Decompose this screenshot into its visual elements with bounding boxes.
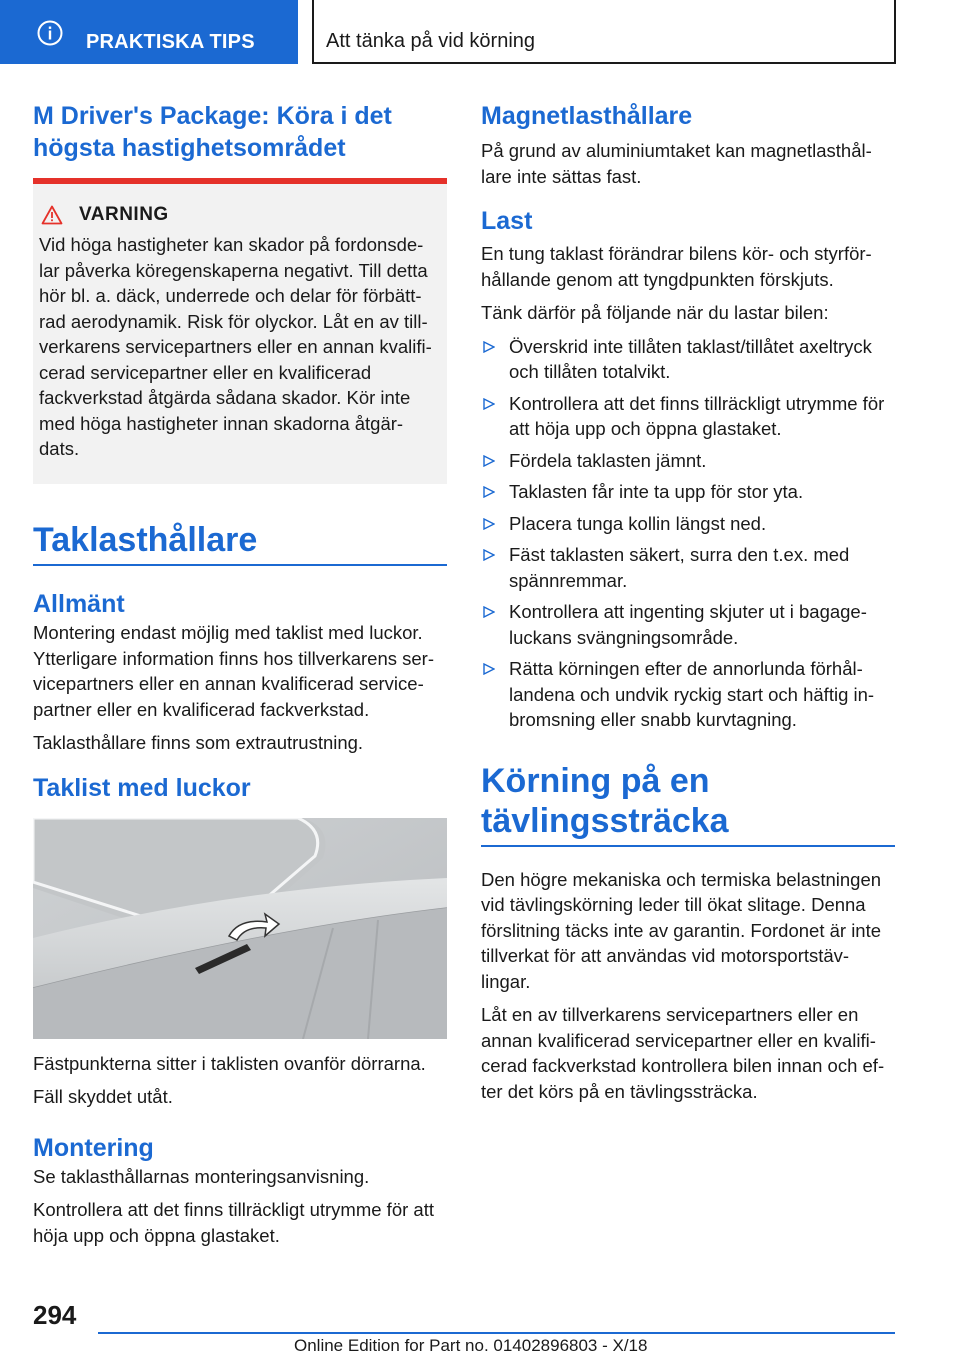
mounting-paragraph-1: Se taklasthållarnas monteringsanvisning. [33,1165,370,1187]
bullet-triangle-icon [483,549,495,561]
warning-text: Vid höga hastigheter kan skador på fordonsde-lar påverka köregenskaperna negativt. Till detta hör bl. a. däck, underrede och delar för förbätt-rad aerodynamik. Risk för olyckor. Låt en av till-verkarens servicepartners eller en annan kvalifi-cerad servicepartner eller en kvalificerad fackverkstad åtgärda sådana skador. Kör inte med höga hastigheter innan skadorna åtgär-dats. [39,234,432,459]
list-item [481,391,895,442]
m-package-heading [33,100,447,164]
general-paragraph-1: Montering endast möjlig med taklist med luckor. Ytterligare information finns hos tillverkarens ser-vicepartners eller en annan kvalificerad service-partner eller en kvalificerad fackverkstad. [33,622,434,720]
load-bullet-list [481,334,895,733]
list-item-text: Placera tunga kollin längst ned. [509,512,767,534]
list-item-text: Överskrid inte tillåten taklast/tillåtet axeltryck och tillåten totalvikt. [509,335,872,382]
magnet-paragraph: På grund av aluminiumtaket kan magnetlasthål-lare inte sättas fast. [481,140,872,187]
bullet-triangle-icon [483,398,495,410]
list-item [481,479,895,505]
trim-paragraph-2: Fäll skyddet utåt. [33,1086,173,1107]
edition-footer: Online Edition for Part no. 01402896803 - X/18 [294,1336,648,1355]
magnet-heading: Magnetlasthållare [481,102,693,130]
bullet-triangle-icon [483,341,495,353]
chapter-title: Att tänka på vid körning [326,30,536,52]
load-paragraph-2: Tänk därför på följande när du lastar bilen: [481,302,829,323]
roof-trim-photo [33,818,447,1039]
bullet-triangle-icon [483,455,495,467]
list-item [481,599,895,650]
list-item [481,656,895,733]
race-track-heading-line2: tävlingssträcka [481,801,729,840]
list-item [481,542,895,593]
roof-trim-heading: Taklist med luckor [33,773,251,802]
race-track-heading [481,761,895,847]
mounting-paragraph-2: Kontrollera att det finns tillräckligt utrymme för att höja upp och öppna glastaket. [33,1199,434,1246]
load-heading: Last [481,207,533,235]
m-package-heading-line1: M Driver's Package: Köra i det [33,102,392,130]
general-heading: Allmänt [33,590,125,618]
right-column [481,100,895,1112]
warning-triangle-icon [41,205,63,225]
race-track-paragraph-2: Låt en av tillverkarens servicepartners eller en annan kvalificerad servicepartner eller en kvalifi-cerad fackverkstad kontrollera bilen innan och ef-ter det körs på en tävlingssträcka. [481,1004,885,1102]
race-track-paragraph-1: Den högre mekaniska och termiska belastningen vid tävlingskörning leder till ökat slitage. Denna förslitning täcks inte av garantin. Fordonet är inte tillverkat för att användas vid motorsportstäv-lingar. [481,868,882,992]
list-item-text: Kontrollera att ingenting skjuter ut i bagage-luckans svängningsområde. [509,601,867,648]
info-icon [37,20,63,46]
footer-divider [98,1332,895,1334]
bullet-triangle-icon [483,663,495,675]
list-item [481,448,895,474]
trim-paragraph-1: Fästpunkterna sitter i taklisten ovanför dörrarna. [33,1052,426,1074]
list-item [481,511,895,537]
bullet-triangle-icon [483,518,495,530]
chapter-header [312,0,896,64]
race-track-heading-line1: Körning på en [481,761,710,800]
list-item-text: Taklasten får inte ta upp för stor yta. [509,481,804,502]
m-package-heading-line2: högsta hastighetsområdet [33,134,346,162]
bullet-triangle-icon [483,606,495,618]
list-item-text: Kontrollera att det finns tillräckligt utrymme för att höja upp och öppna glastaket. [509,392,885,439]
left-column [33,100,447,1256]
list-item [481,334,895,385]
general-paragraph-2: Taklasthållare finns som extrautrustning. [33,732,364,753]
list-item-text: Rätta körningen efter de annorlunda förhål-landena och undvik ryckig start och häftig in-bromsning eller snabb kurvtagning. [509,658,875,730]
page-number: 294 [33,1300,77,1330]
load-paragraph-1: En tung taklast förändrar bilens kör- och styrför-hållande genom att tyngdpunkten förskjuts. [481,243,872,290]
section-tab [0,0,298,64]
section-label: PRAKTISKA TIPS [86,31,255,53]
warning-label: VARNING [79,204,169,225]
mounting-heading: Montering [33,1133,154,1162]
list-item-text: Fäst taklasten säkert, surra den t.ex. med spännremmar. [509,544,850,591]
list-item-text: Fördela taklasten jämnt. [509,449,707,471]
bullet-triangle-icon [483,486,495,498]
warning-box [33,178,447,484]
roof-rack-heading: Taklasthållare [33,520,447,566]
